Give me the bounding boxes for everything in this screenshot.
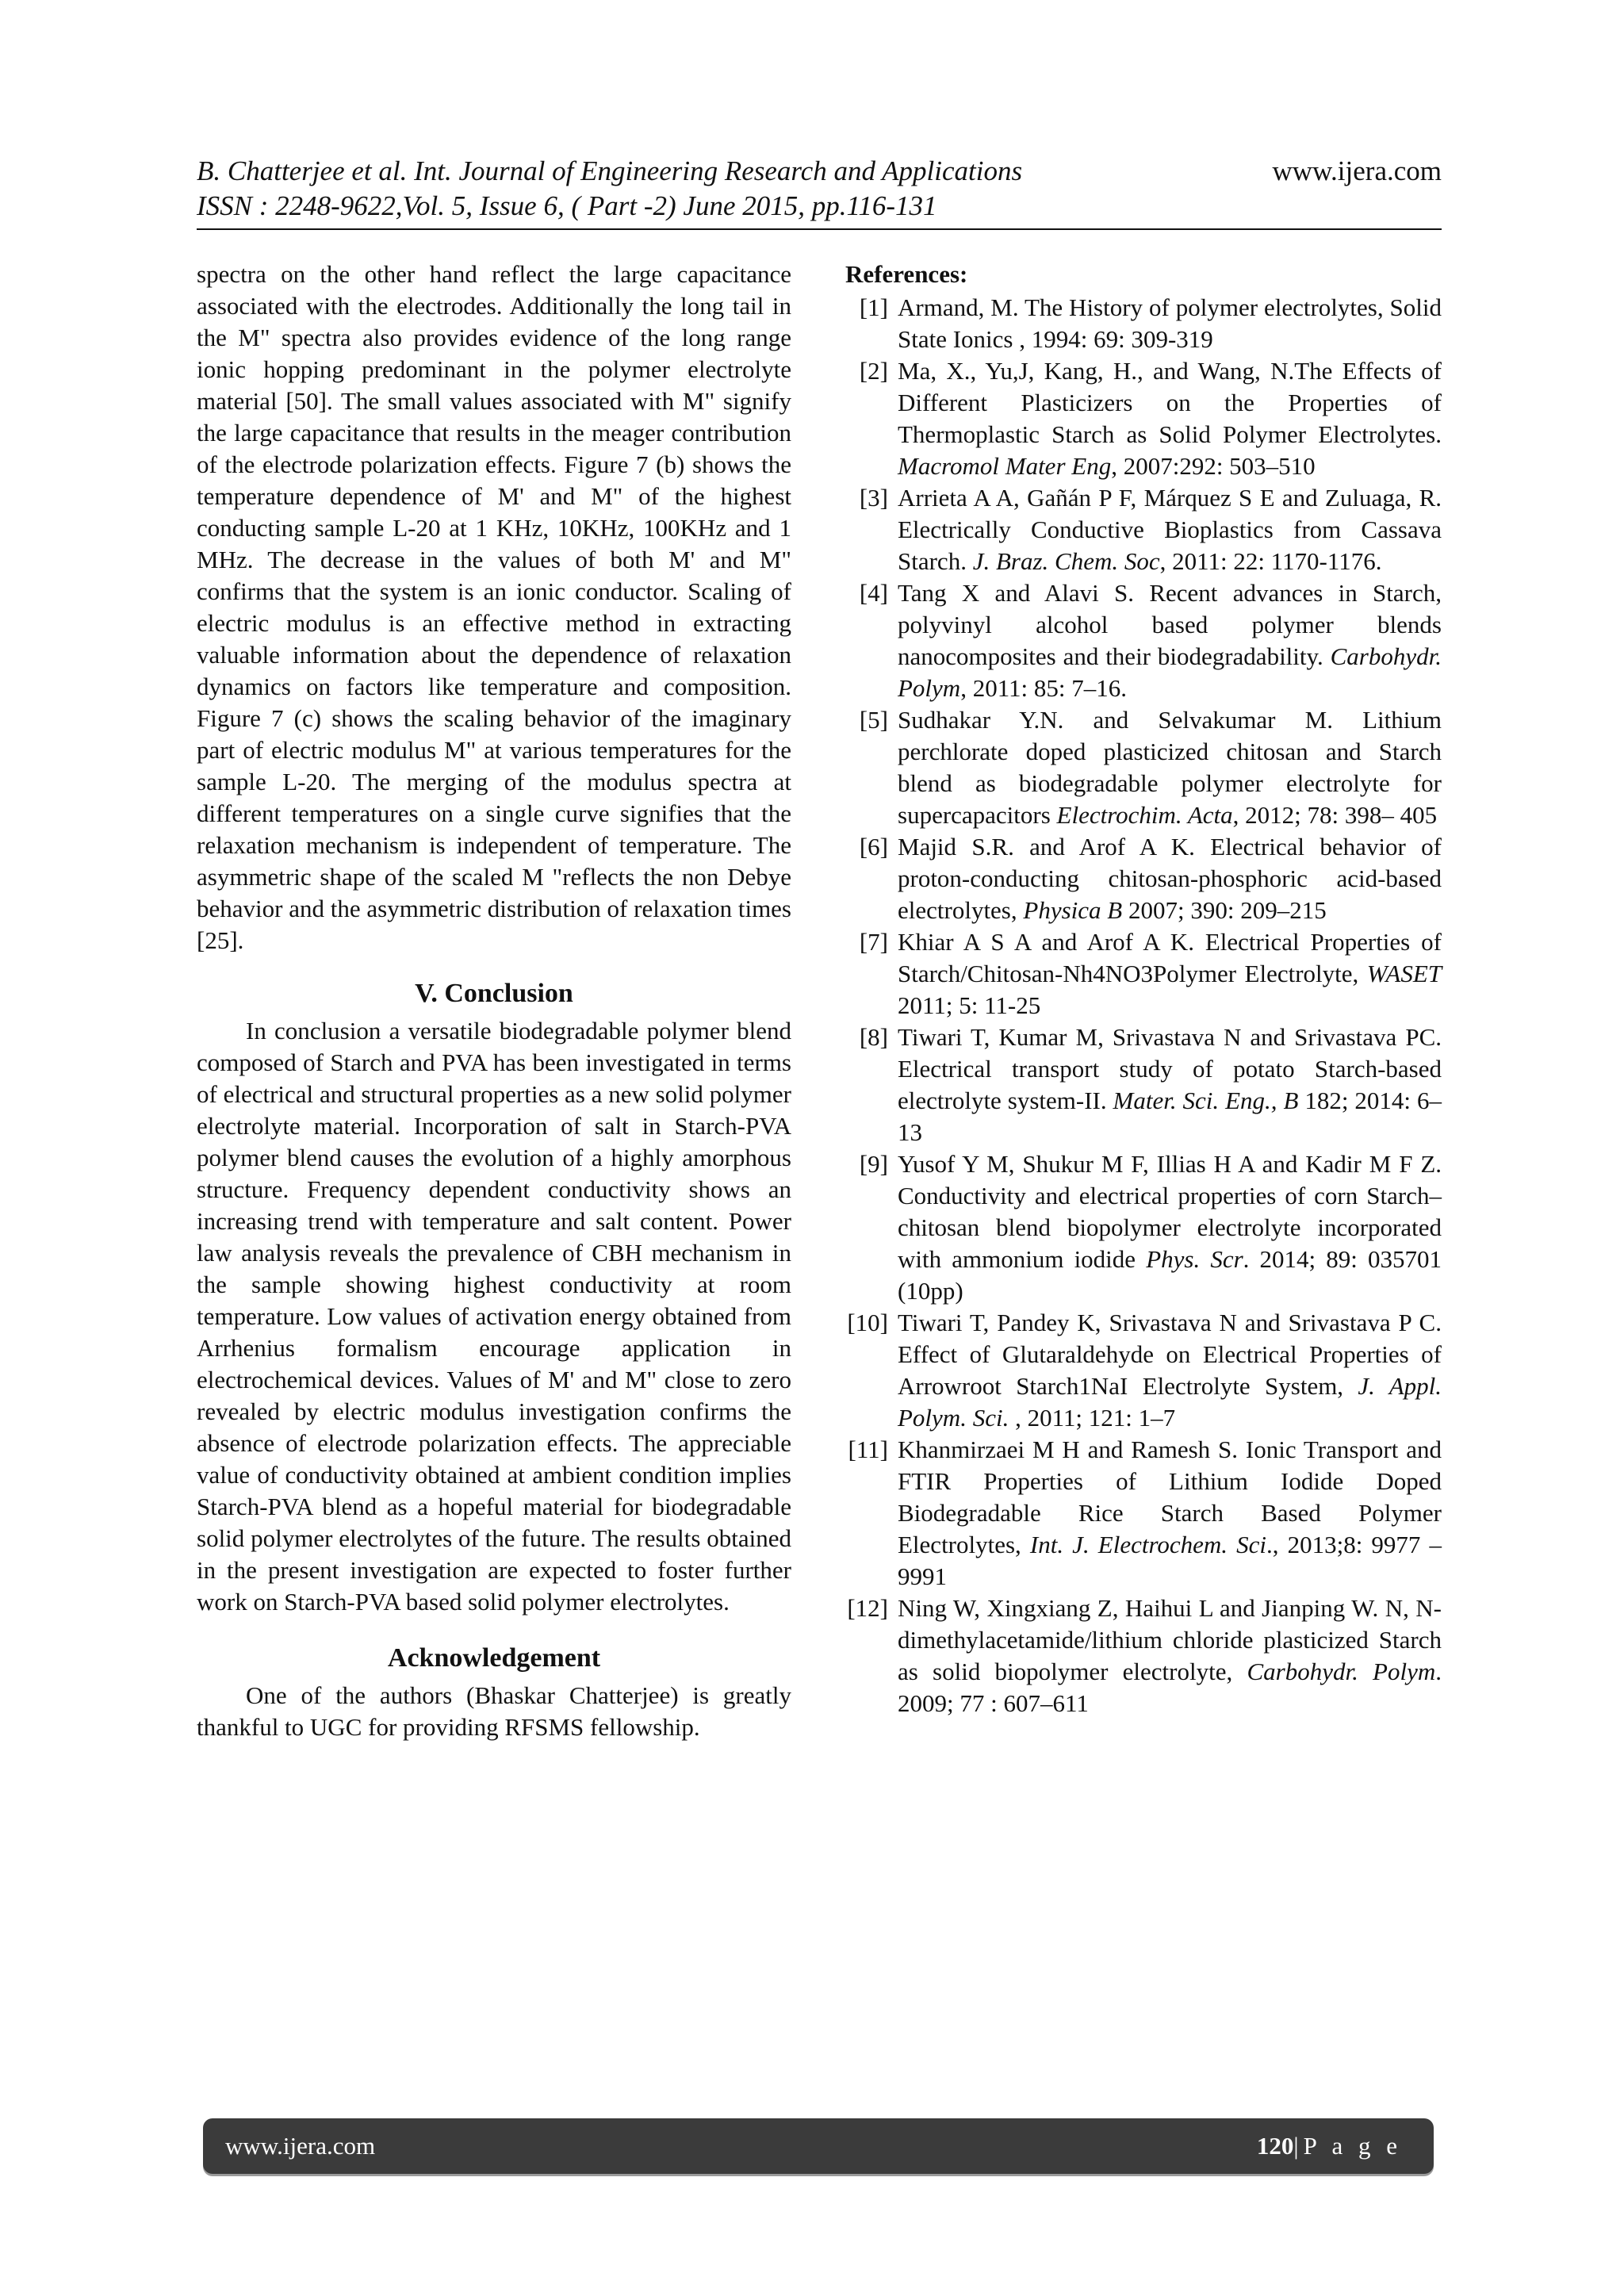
page-number: 120 [1256,2132,1294,2160]
reference-segment: Armand, M. The History of polymer electrolytes, Solid State Ionics , 1994: 69: 309-319 [898,293,1442,353]
reference-journal: Macromol Mater Eng [898,452,1112,480]
acknowledgement-paragraph: One of the authors (Bhaskar Chatterjee) is greatly thankful to UGC for providing RFSMS fellowship. [197,1681,791,1741]
reference-number: [9] [859,1150,888,1178]
modulus-discussion-paragraph: spectra on the other hand reflect the large capacitance associated with the electrodes. Additionally the long tail in the M" spectra also provides evidence of the long range ionic hopping predominant in the polymer electrolyte material [50]. The small values associated with M" signify the large capacitance that results in the meager contribution of the electrode polarization effects. Figure 7 (b) shows the temperature dependence of M' and M" of the highest conducting sample L-20 at 1 KHz, 10KHz, 100KHz and 1 MHz. The decrease in the values of both M' and M" confirms that the system is an ionic conductor. Scaling of electric modulus is an effective method in extracting valuable information about the dependence of relaxation dynamics on factors like temperature and composition. Figure 7 (c) shows the scaling behavior of the imaginary part of electric modulus M" at various temperatures for the sample L-20. The merging of the modulus spectra at different temperatures on a single curve signifies that the relaxation mechanism is independent of temperature. The asymmetric shape of the scaled M "reflects the non Debye behavior and the asymmetric distribution of relaxation times [25]. [197,260,791,954]
reference-text [898,1022,1442,1148]
reference-number: [11] [848,1435,888,1463]
reference-segment: Arrieta A A, Gañán P F, Márquez S E and Zuluaga, R. Electrically Conductive Bioplastics from Cassava Starch. [898,484,1442,575]
reference-journal: Physica B [1023,896,1123,924]
reference-item [845,1593,1442,1719]
header-citation: B. Chatterjee et al. Int. Journal of Engineering Research and Applications [197,155,1023,186]
header-website: www.ijera.com [1272,155,1442,186]
reference-item [845,482,1442,577]
page-suffix: |P a g e [1293,2132,1402,2160]
running-header [197,154,1442,224]
reference-segment: , 2011; 121: 1–7 [1009,1404,1176,1432]
reference-item [845,1307,1442,1434]
reference-item [845,926,1442,1022]
reference-journal: Carbohydr. Polym [898,642,1442,702]
reference-number: [7] [859,928,888,956]
reference-number: [12] [847,1594,888,1622]
reference-list [845,292,1442,1719]
reference-segment: , 2011: 85: 7–16. [960,674,1128,702]
conclusion-heading: V. Conclusion [415,979,573,1008]
reference-journal: Phys. Scr [1146,1245,1243,1273]
reference-number: [2] [859,357,888,385]
reference-text [898,482,1442,577]
reference-segment: 2011; 5: 11-25 [898,991,1041,1019]
reference-segment: Tiwari T, Kumar M, Srivastava N and Srivastava PC. Electrical transport study of potato Starch-based electrolyte system-II. [898,1023,1442,1114]
reference-segment: Yusof Y M, Shukur M F, Illias H A and Kadir M F Z. Conductivity and electrical properties of corn Starch–chitosan blend biopolymer electrolyte incorporated with ammonium iodide [898,1150,1442,1273]
reference-journal: Carbohydr. Polym [1247,1658,1436,1685]
reference-item [845,355,1442,482]
reference-segment: , 2012; 78: 398– 405 [1232,801,1438,829]
header-divider [197,228,1442,230]
reference-segment: Sudhakar Y.N. and Selvakumar M. Lithium perchlorate doped plasticized chitosan and Starch blend as biodegradable polymer electrolyte for supercapacitors [898,706,1442,829]
reference-segment: 182; 2014: 6– 13 [898,1087,1442,1146]
reference-number: [10] [847,1309,888,1336]
reference-text [898,926,1442,1022]
reference-item [845,292,1442,355]
reference-item [845,704,1442,831]
reference-segment: Tiwari T, Pandey K, Srivastava N and Srivastava P C. Effect of Glutaraldehyde on Electrical Properties of Arrowroot Starch1NaI Electrolyte System, [898,1309,1442,1400]
reference-segment: . 2009; 77 : 607–611 [898,1658,1442,1717]
reference-item [845,1022,1442,1148]
reference-item [845,577,1442,704]
reference-journal: Electrochim. Acta [1056,801,1233,829]
reference-text [898,577,1442,704]
reference-segment: Tang X and Alavi S. Recent advances in Starch, polyvinyl alcohol based polymer blends nanocomposites and their biodegradability. [898,579,1442,670]
reference-segment: Ma, X., Yu,J, Kang, H., and Wang, N.The Effects of Different Plasticizers on the Properties of Thermoplastic Starch as Solid Polymer Electrolytes. [898,357,1442,448]
reference-journal: WASET [1366,960,1442,987]
reference-segment: Majid S.R. and Arof A K. Electrical behavior of proton-conducting chitosan-phosphoric acid-based electrolytes, [898,833,1442,924]
reference-text [898,831,1442,926]
acknowledgement-heading: Acknowledgement [387,1643,601,1673]
reference-number: [6] [859,833,888,861]
reference-journal: Int. J. Electrochem. Sci [1029,1531,1266,1558]
reference-segment: ., 2013;8: 9977 – 9991 [898,1531,1442,1590]
references-heading: References: [845,260,968,288]
footer-page-label [1257,2118,1402,2174]
reference-segment: Khiar A S A and Arof A K. Electrical Properties of Starch/Chitosan-Nh4NO3Polymer Electrolyte, [898,928,1442,987]
reference-number: [8] [859,1023,888,1051]
reference-number: [1] [859,293,888,321]
reference-segment: . 2014; 89: 035701 (10pp) [898,1245,1442,1305]
reference-text [898,1434,1442,1593]
reference-item [845,1148,1442,1307]
reference-segment: , 2007:292: 503–510 [1111,452,1316,480]
reference-segment: , 2011: 22: 1170-1176. [1159,547,1382,575]
reference-journal: J. Braz. Chem. Soc [972,547,1160,575]
reference-text [898,355,1442,482]
left-column [197,259,791,1743]
reference-journal: J. Appl. Polym. Sci. [898,1372,1442,1432]
references-column [845,259,1442,1719]
reference-number: [5] [859,706,888,734]
reference-segment: Khanmirzaei M H and Ramesh S. Ionic Transport and FTIR Properties of Lithium Iodide Doped Biodegradable Rice Starch Based Polymer Electrolytes, [898,1435,1442,1558]
reference-text [898,1307,1442,1434]
reference-segment: 2007; 390: 209–215 [1122,896,1327,924]
reference-text [898,1148,1442,1307]
reference-text [898,292,1442,355]
reference-number: [3] [859,484,888,512]
reference-number: [4] [859,579,888,607]
conclusion-paragraph: In conclusion a versatile biodegradable polymer blend composed of Starch and PVA has been investigated in terms of electrical and structural properties as a new solid polymer electrolyte material. Incorporation of salt in Starch-PVA polymer blend causes the evolution of a highly amorphous structure. Frequency dependent conductivity shows an increasing trend with temperature and salt content. Power law analysis reveals the prevalence of CBH mechanism in the sample showing highest conductivity at room temperature. Low values of activation energy obtained from Arrhenius formalism encourage application in electrochemical devices. Values of M' and M" close to zero revealed by electric modulus investigation confirms the absence of electrode polarization effects. The appreciable value of conductivity obtained at ambient condition implies Starch-PVA blend as a hopeful material for biodegradable solid polymer electrolytes of the future. The results obtained in the present investigation are expected to foster further work on Starch-PVA based solid polymer electrolytes. [197,1017,791,1616]
header-issn: ISSN : 2248-9622,Vol. 5, Issue 6, ( Part -2) June 2015, pp.116-131 [197,190,937,221]
reference-text [898,704,1442,831]
reference-segment: Ning W, Xingxiang Z, Haihui L and Jianping W. N, N-dimethylacetamide/lithium chloride plasticized Starch as solid biopolymer electrolyte, [898,1594,1442,1685]
page-footer [203,2118,1434,2174]
reference-journal: Mater. Sci. Eng., B [1113,1087,1299,1114]
footer-website: www.ijera.com [225,2132,376,2160]
reference-item [845,831,1442,926]
reference-text [898,1593,1442,1719]
reference-item [845,1434,1442,1593]
